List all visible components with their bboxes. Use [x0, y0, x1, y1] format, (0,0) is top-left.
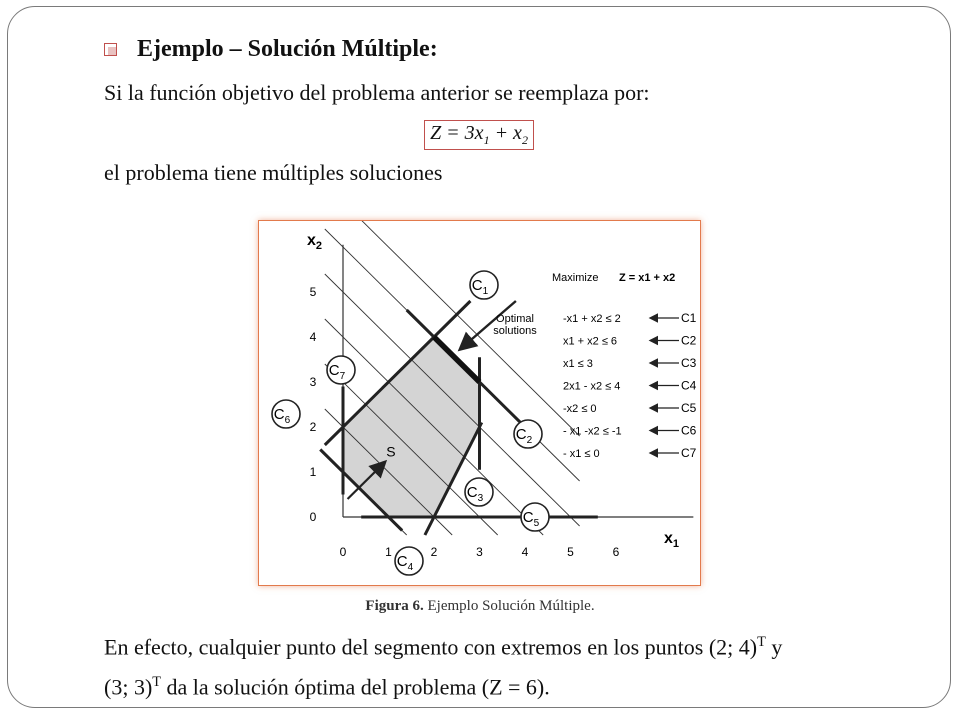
- constraint-id: C7: [681, 446, 697, 460]
- statement-text: el problema tiene múltiples soluciones: [104, 160, 443, 185]
- figure-caption: [0, 598, 960, 615]
- objective-expression: Z = x1 + x2: [619, 272, 676, 284]
- conclusion-line-1: [104, 634, 782, 660]
- constraint-id: C4: [681, 378, 697, 393]
- objective-formula: $Z = 3x_1 + x_2$: [424, 120, 534, 150]
- constraint-text: -x1 + x2 ≤ 2: [563, 313, 621, 325]
- constraint-marker-label-c4: $C_4$: [396, 553, 414, 573]
- region-label-s: S: [386, 443, 396, 460]
- conclusion-line-1-text: En efecto, cualquier punto del segmento con extremos en los puntos (2; 4): [104, 634, 758, 660]
- constraint-marker-label-c5: $C_5$: [522, 509, 540, 529]
- caption-text: Ejemplo Solución Múltiple.: [427, 598, 595, 614]
- constraint-id: C1: [681, 311, 697, 325]
- constraint-text: x1 ≤ 3: [563, 358, 593, 370]
- y-tick-label: 5: [309, 285, 317, 299]
- constraint-id: C3: [681, 356, 697, 370]
- constraint-id: C5: [681, 401, 697, 415]
- constraint-marker-label-c2: $C_2$: [515, 426, 533, 446]
- constraint-marker-label-c1: $C_1$: [471, 277, 489, 297]
- y-tick-label: 4: [309, 330, 317, 344]
- x-tick-label: 5: [567, 545, 574, 559]
- x-tick-label: 1: [385, 545, 392, 559]
- transpose-sup-2: T: [152, 674, 161, 690]
- constraint-id: C2: [681, 333, 697, 348]
- objective-label: Maximize: [552, 272, 599, 284]
- y-tick-label: 2: [309, 420, 317, 434]
- constraint-text: x1 + x2 ≤ 6: [563, 335, 618, 348]
- constraint-marker-label-c7: $C_7$: [328, 362, 346, 382]
- x-tick-label: 0: [339, 545, 347, 559]
- x-tick-label: 6: [612, 545, 620, 559]
- checkbox-bullet-icon: [104, 43, 117, 56]
- slide-heading: [104, 36, 438, 63]
- constraint-text: - x1 ≤ 0: [563, 448, 600, 460]
- caption-prefix: Figura 6.: [365, 598, 424, 614]
- conclusion-line-2-start: (3; 3): [104, 674, 153, 700]
- x-axis-label: $x_1$: [664, 530, 680, 550]
- optimal-label-2: solutions: [493, 325, 537, 337]
- x-tick-label: 3: [476, 545, 483, 559]
- heading-text: Ejemplo – Solución Múltiple:: [137, 36, 438, 62]
- intro-text: Si la función objetivo del problema anterior se reemplaza por:: [104, 80, 650, 105]
- constraint-text: -x2 ≤ 0: [563, 403, 597, 415]
- constraint-marker-label-c6: $C_6$: [273, 406, 291, 426]
- constraint-id: C6: [681, 423, 697, 438]
- transpose-sup-1: T: [757, 634, 766, 650]
- x-tick-label: 2: [430, 545, 438, 559]
- y-tick-label: 1: [309, 465, 317, 479]
- y-tick-label: 0: [309, 510, 317, 524]
- y-tick-label: 3: [309, 375, 317, 389]
- conclusion-line-2-end: da la solución óptima del problema (Z = 6).: [161, 674, 550, 700]
- constraint-text: - x1 -x2 ≤ -1: [563, 425, 622, 438]
- conclusion-line-2: [104, 674, 550, 700]
- constraint-marker-label-c3: $C_3$: [466, 484, 484, 504]
- lp-graph: [259, 221, 702, 587]
- x-tick-label: 4: [521, 545, 529, 559]
- y-axis-label: $x_2$: [307, 232, 323, 252]
- figure-box: [258, 220, 701, 586]
- conclusion-line-1-end: y: [765, 634, 783, 660]
- constraint-text: 2x1 - x2 ≤ 4: [563, 380, 621, 393]
- optimal-label: Optimal: [496, 313, 534, 325]
